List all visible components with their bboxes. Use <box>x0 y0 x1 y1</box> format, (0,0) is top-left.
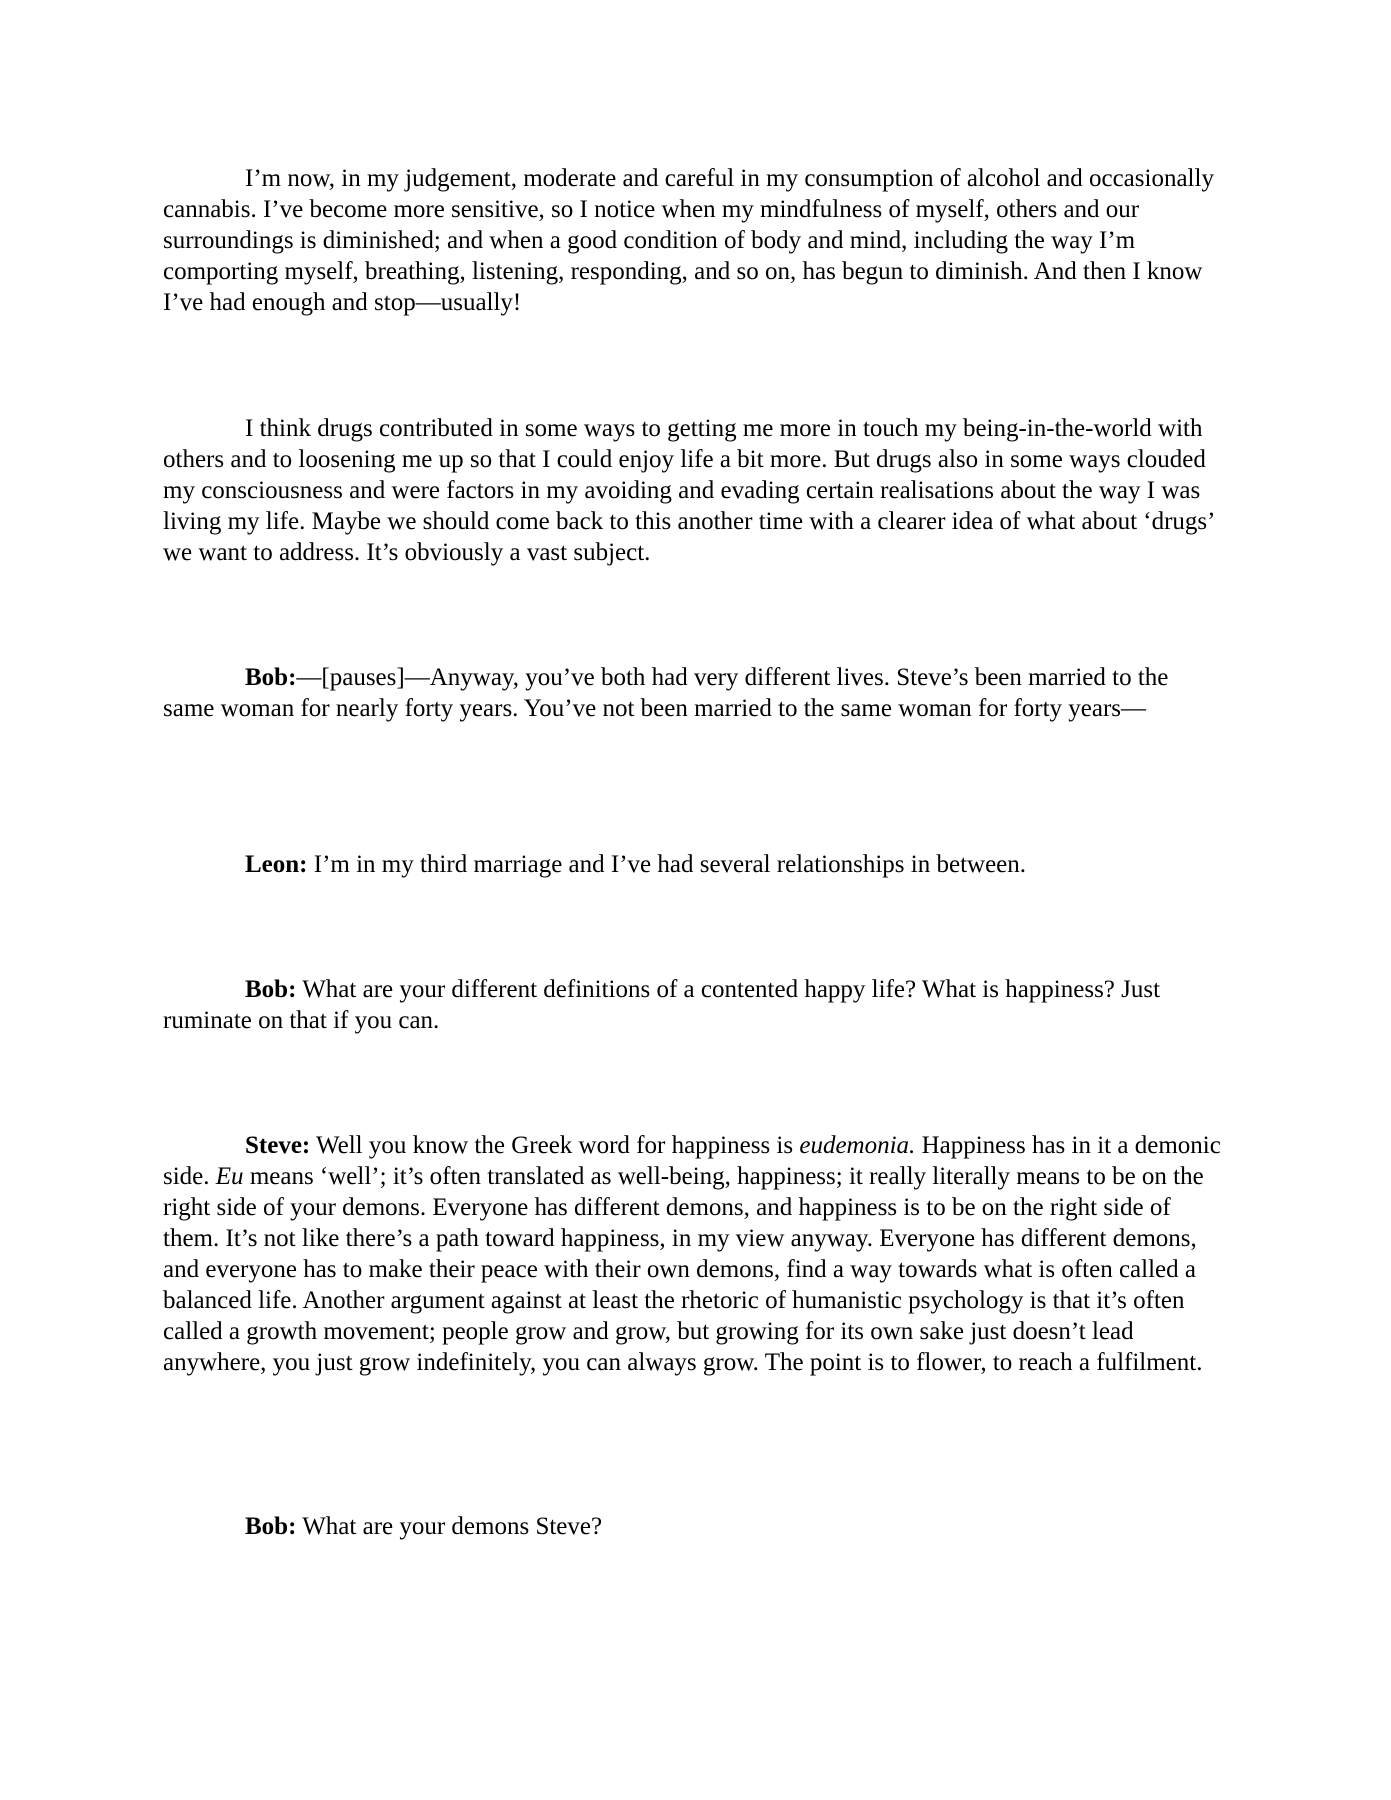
dialogue-bob-different-lives <box>163 662 1225 724</box>
dialogue-text: I’m in my third marriage and I’ve had several relationships in between. <box>307 851 1027 878</box>
dialogue-bob-happiness-question <box>163 974 1225 1036</box>
paragraph-text: I think drugs contributed in some ways to getting me more in touch my being-in-the-world with others and to loosening me up so that I could enjoy life a bit more. But drugs also in some ways clouded my consciousness and were factors in my avoiding and evading certain realisations about the way I was living my life. Maybe we should come back to this another time with a clearer idea of what about ‘drugs’ we want to address. It’s obviously a vast subject. <box>163 415 1214 566</box>
dialogue-leon-marriage <box>163 849 1225 880</box>
speaker-name: Bob: <box>245 1513 297 1540</box>
dialogue-text: —[pauses]—Anyway, you’ve both had very different lives. Steve’s been married to the same woman for nearly forty years. You’ve not been married to the same woman for forty years— <box>163 664 1169 722</box>
speaker-name: Steve: <box>245 1132 311 1159</box>
italic-term-eu: Eu <box>215 1163 244 1190</box>
speaker-name: Bob: <box>245 664 297 691</box>
dialogue-text: What are your demons Steve? <box>296 1513 603 1540</box>
speaker-name: Bob: <box>245 976 297 1003</box>
paragraph-alcohol-moderation <box>163 163 1225 318</box>
paragraph-drugs-reflection <box>163 413 1225 568</box>
dialogue-steve-eudemonia <box>163 1130 1225 1378</box>
dialogue-bob-demons-question <box>163 1511 1225 1542</box>
italic-term-eudemonia: eudemonia. <box>799 1132 916 1159</box>
dialogue-text: What are your different definitions of a contented happy life? What is happiness? Just ruminate on that if you can. <box>163 976 1161 1034</box>
dialogue-text: Well you know the Greek word for happiness is <box>310 1132 800 1159</box>
dialogue-text: means ‘well’; it’s often translated as well-being, happiness; it really literally means to be on the right side of your demons. Everyone has different demons, and happiness is to be on the right side of them. It’s not like there’s a path toward happiness, in my view anyway. Everyone has different demons, and everyone has to make their peace with their own demons, find a way towards what is often called a balanced life. Another argument against at least the rhetoric of humanistic psychology is that it’s often called a growth movement; people grow and grow, but growing for its own sake just doesn’t lead anywhere, you just grow indefinitely, you can always grow. The point is to flower, to reach a fulfilment. <box>163 1163 1204 1376</box>
dialogue-text: Happiness has in it a demonic side. <box>163 1132 1221 1190</box>
paragraph-text: I’m now, in my judgement, moderate and careful in my consumption of alcohol and occasionally cannabis. I’ve become more sensitive, so I notice when my mindfulness of myself, others and our surroundings is diminished; and when a good condition of body and mind, including the way I’m comporting myself, breathing, listening, responding, and so on, has begun to diminish. And then I know I’ve had enough and stop—usually! <box>163 165 1214 316</box>
speaker-name: Leon: <box>245 851 308 878</box>
